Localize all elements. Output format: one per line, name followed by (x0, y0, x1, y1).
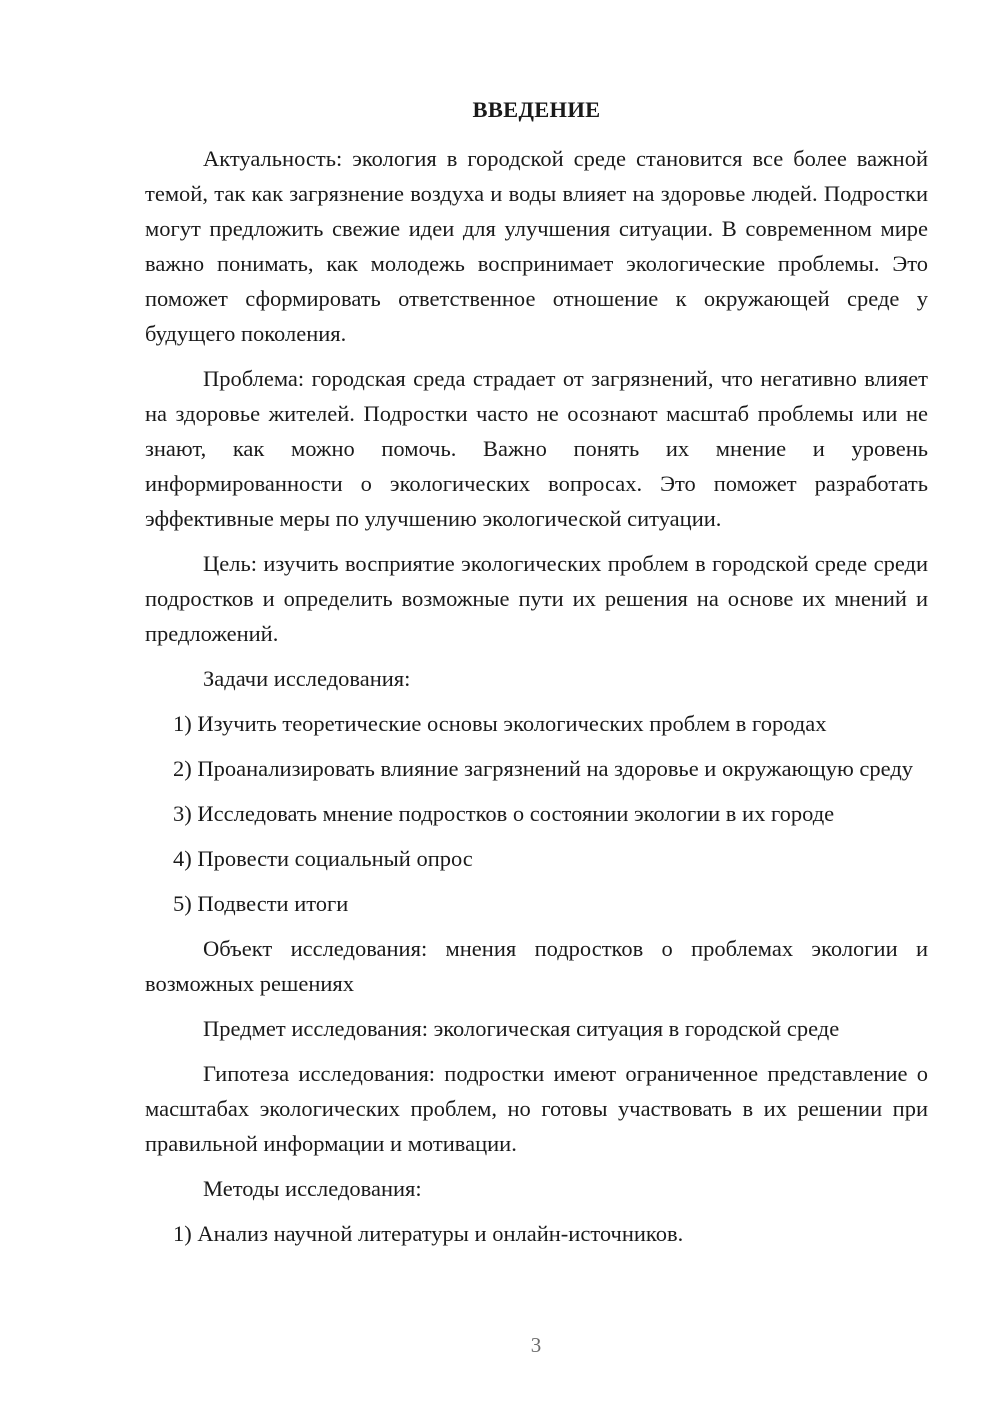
goal-paragraph: Цель: изучить восприятие экологических проблем в городской среде среди подростков и определить возможные пути их решения на основе их мнений и предложений. (145, 551, 928, 646)
document-page (145, 92, 928, 1261)
tasks-list (145, 706, 928, 921)
method-item: 1) Анализ научной литературы и онлайн-источников. (173, 1221, 684, 1246)
tasks-label: Задачи исследования: (203, 666, 411, 691)
methods-list (145, 1216, 928, 1251)
subject-paragraph: Предмет исследования: экологическая ситуация в городской среде (203, 1016, 840, 1041)
relevance-paragraph: Актуальность: экология в городской среде становится все более важной темой, так как загрязнение воздуха и воды влияет на здоровье людей. Подростки могут предложить свежие идеи для улучшения ситуации. В современном мире важно понимать, как молодежь воспринимает экологические проблемы. Это поможет сформировать ответственное отношение к окружающей среде у будущего поколения. (145, 146, 928, 346)
task-item: 3) Исследовать мнение подростков о состоянии экологии в их городе (173, 801, 835, 826)
task-item: 4) Провести социальный опрос (173, 846, 473, 871)
methods-label: Методы исследования: (203, 1176, 422, 1201)
task-item: 1) Изучить теоретические основы экологических проблем в городах (173, 711, 827, 736)
object-paragraph: Объект исследования: мнения подростков о проблемах экологии и возможных решениях (145, 936, 928, 996)
section-title: ВВЕДЕНИЕ (472, 97, 601, 122)
problem-paragraph: Проблема: городская среда страдает от загрязнений, что негативно влияет на здоровье жителей. Подростки часто не осознают масштаб проблемы или не знают, как можно помочь. Важно понять их мнение и уровень информированности о экологических вопросах. Это поможет разработать эффективные меры по улучшению экологической ситуации. (145, 366, 928, 531)
task-item: 2) Проанализировать влияние загрязнений на здоровье и окружающую среду (173, 756, 914, 781)
hypothesis-paragraph: Гипотеза исследования: подростки имеют ограниченное представление о масштабах экологических проблем, но готовы участвовать в их решении при правильной информации и мотивации. (145, 1061, 928, 1156)
page-number: 3 (530, 1333, 542, 1357)
task-item: 5) Подвести итоги (173, 891, 349, 916)
